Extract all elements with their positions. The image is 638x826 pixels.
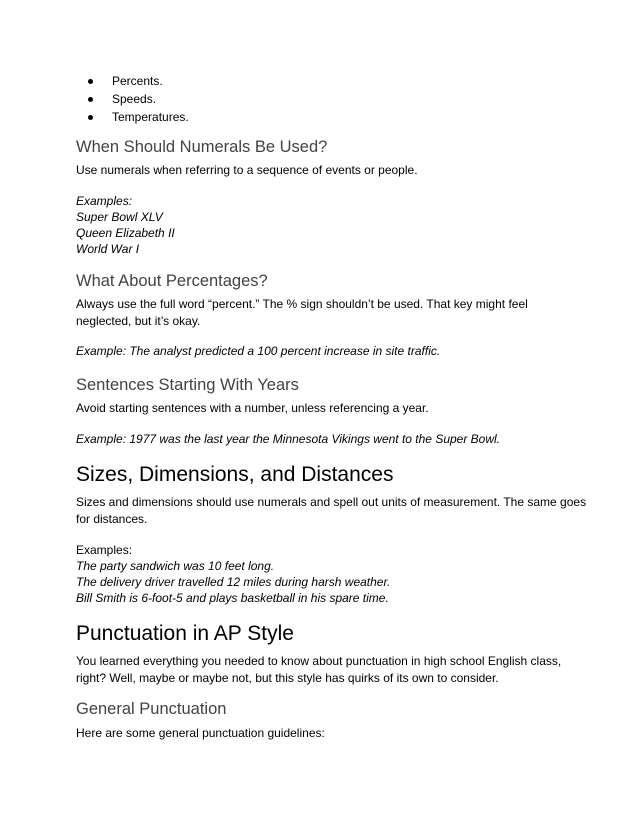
- section-heading-years: Sentences Starting With Years: [76, 376, 299, 394]
- bullet-icon: [88, 97, 93, 102]
- examples-label: Examples:: [76, 194, 133, 208]
- paragraph-line: You learned everything you needed to know about punctuation in high school English class,: [76, 654, 562, 668]
- section-heading-general-punctuation: General Punctuation: [76, 700, 227, 718]
- examples-label: Examples:: [76, 543, 133, 557]
- section-heading-percentages: What About Percentages?: [76, 272, 268, 290]
- example-item: The delivery driver travelled 12 miles during harsh weather.: [76, 575, 391, 589]
- example-item: World War I: [76, 242, 140, 256]
- paragraph-line: Sizes and dimensions should use numerals and spell out units of measurement. The same goes: [76, 495, 587, 509]
- example-item: Bill Smith is 6-foot-5 and plays basketball in his spare time.: [76, 591, 389, 605]
- example-item: The party sandwich was 10 feet long.: [76, 559, 275, 573]
- paragraph: Here are some general punctuation guidelines:: [76, 726, 325, 740]
- list-item-text: Temperatures.: [112, 110, 189, 124]
- bullet-icon: [88, 79, 93, 84]
- list-item-text: Speeds.: [112, 92, 157, 106]
- example-item: Queen Elizabeth II: [76, 226, 175, 240]
- example-sentence: Example: 1977 was the last year the Minnesota Vikings went to the Super Bowl.: [76, 432, 501, 446]
- section-heading-sizes: Sizes, Dimensions, and Distances: [76, 463, 394, 486]
- example-sentence: Example: The analyst predicted a 100 percent increase in site traffic.: [76, 344, 441, 358]
- bullet-icon: [88, 115, 93, 120]
- paragraph-line: for distances.: [76, 512, 148, 526]
- section-heading-numerals: When Should Numerals Be Used?: [76, 138, 328, 156]
- paragraph-line: Always use the full word “percent.” The % sign shouldn’t be used. That key might feel: [76, 297, 528, 311]
- section-heading-punctuation: Punctuation in AP Style: [76, 622, 294, 645]
- paragraph: Use numerals when referring to a sequence of events or people.: [76, 163, 418, 177]
- example-item: Super Bowl XLV: [76, 210, 163, 224]
- paragraph-line: neglected, but it’s okay.: [76, 314, 201, 328]
- paragraph: Avoid starting sentences with a number, unless referencing a year.: [76, 401, 429, 415]
- list-item-text: Percents.: [112, 74, 163, 88]
- paragraph-line: right? Well, maybe or maybe not, but this style has quirks of its own to consider.: [76, 671, 499, 685]
